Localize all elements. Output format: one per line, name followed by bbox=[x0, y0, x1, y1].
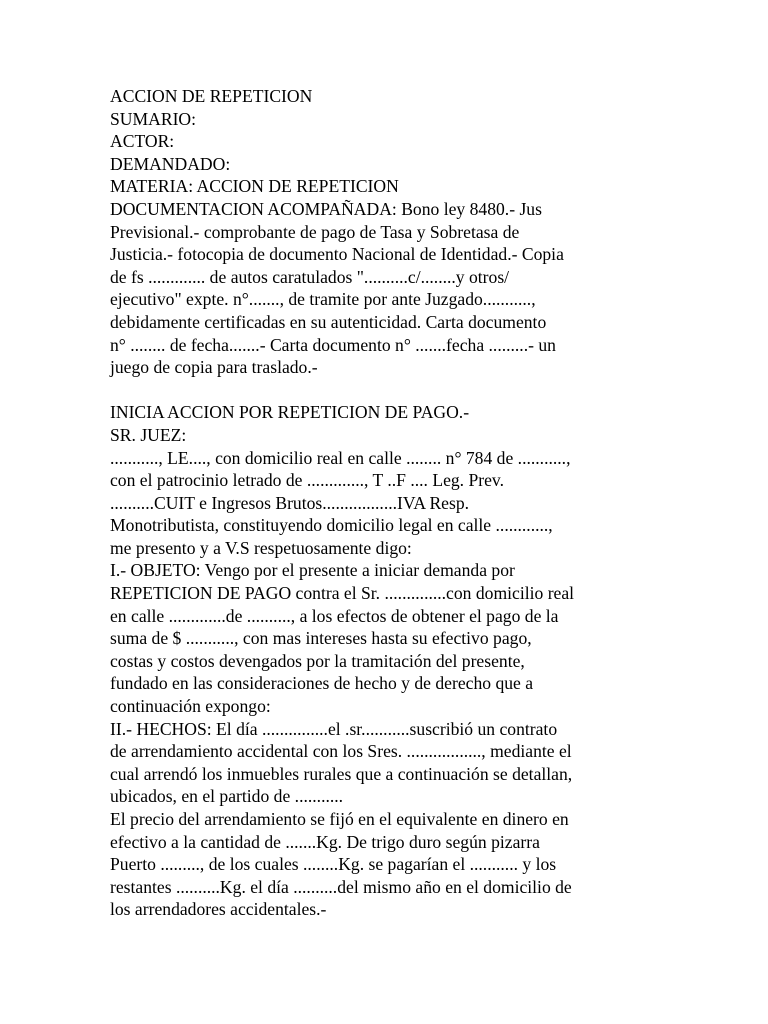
text-line: ..........., LE...., con domicilio real en calle ........ n° 784 de ..........., bbox=[110, 447, 571, 468]
text-line: El precio del arrendamiento se fijó en el equivalente en dinero en bbox=[110, 809, 569, 829]
text-line: Monotributista, constituyendo domicilio legal en calle ............, bbox=[110, 515, 553, 536]
text-line: en calle .............de .........., a los efectos de obtener el pago de la bbox=[110, 605, 559, 626]
materia-line: MATERIA: ACCION DE REPETICION bbox=[110, 176, 399, 197]
actor-label: ACTOR: bbox=[110, 131, 175, 152]
text-line: los arrendadores accidentales.- bbox=[110, 899, 327, 920]
text-line: de fs ............. de autos caratulados "..........c/........y otros/ bbox=[110, 266, 510, 287]
text-line: costas y costos devengados por la tramitación del presente, bbox=[110, 650, 525, 671]
text-line: cual arrendó los inmuebles rurales que a continuación se detallan, bbox=[110, 763, 573, 784]
text-line: REPETICION DE PAGO contra el Sr. ..............con domicilio real bbox=[110, 583, 575, 604]
demandado-label: DEMANDADO: bbox=[110, 153, 231, 174]
header-section bbox=[110, 85, 670, 198]
paragraph-spacer bbox=[110, 379, 670, 402]
document-body bbox=[110, 85, 670, 921]
documentacion-section bbox=[110, 198, 670, 379]
inicia-section bbox=[110, 401, 670, 559]
salutation: SR. JUEZ: bbox=[110, 424, 187, 445]
text-line: efectivo a la cantidad de .......Kg. De trigo duro según pizarra bbox=[110, 831, 540, 852]
text-line: con el patrocinio letrado de ............., T ..F .... Leg. Prev. bbox=[110, 470, 504, 491]
sumario-label: SUMARIO: bbox=[110, 108, 197, 129]
text-line: fundado en las consideraciones de hecho y de derecho que a bbox=[110, 673, 534, 694]
text-line: DOCUMENTACION ACOMPAÑADA: Bono ley 8480.- Jus bbox=[110, 198, 542, 219]
text-line: n° ........ de fecha.......- Carta documento n° .......fecha .........- un bbox=[110, 334, 556, 355]
text-line: Previsional.- comprobante de pago de Tasa y Sobretasa de bbox=[110, 221, 520, 242]
text-line: continuación expongo: bbox=[110, 696, 271, 717]
text-line: I.- OBJETO: Vengo por el presente a iniciar demanda por bbox=[110, 560, 515, 581]
text-line: restantes ..........Kg. el día ..........del mismo año en el domicilio de bbox=[110, 876, 572, 897]
text-line: II.- HECHOS: El día ...............el .sr...........suscribió un contrato bbox=[110, 718, 558, 739]
text-line: ubicados, en el partido de ........... bbox=[110, 786, 344, 807]
text-line: Justicia.- fotocopia de documento Nacional de Identidad.- Copia bbox=[110, 244, 564, 265]
objeto-section bbox=[110, 559, 670, 717]
hechos-section bbox=[110, 718, 670, 921]
text-line: de arrendamiento accidental con los Sres. ................., mediante el bbox=[110, 741, 572, 762]
text-line: juego de copia para traslado.- bbox=[110, 357, 318, 378]
document-title: ACCION DE REPETICION bbox=[110, 86, 313, 106]
text-line: ejecutivo" expte. n°......., de tramite por ante Juzgado..........., bbox=[110, 289, 536, 310]
text-line: suma de $ ..........., con mas intereses hasta su efectivo pago, bbox=[110, 628, 532, 649]
text-line: me presento y a V.S respetuosamente digo: bbox=[110, 537, 412, 558]
section-heading: INICIA ACCION POR REPETICION DE PAGO.- bbox=[110, 402, 470, 423]
text-line: Puerto ........., de los cuales ........Kg. se pagarían el ........... y los bbox=[110, 854, 557, 875]
text-line: debidamente certificadas en su autenticidad. Carta documento bbox=[110, 311, 547, 332]
text-line: ..........CUIT e Ingresos Brutos.................IVA Resp. bbox=[110, 492, 470, 513]
